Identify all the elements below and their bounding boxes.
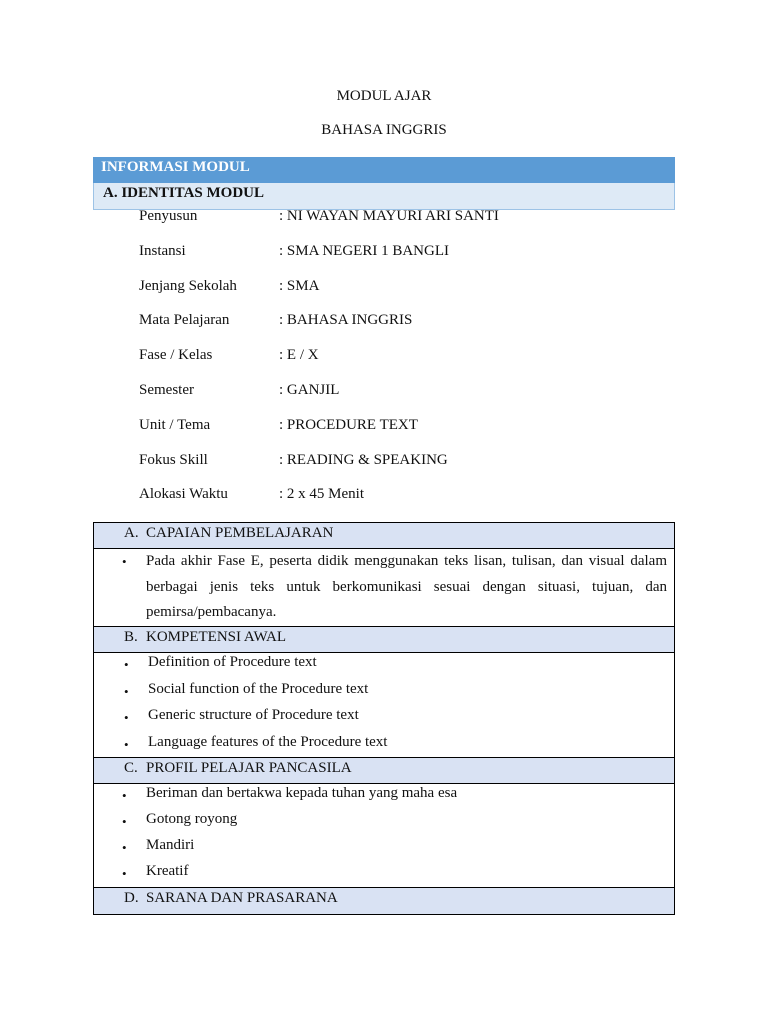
- section-letter: D.: [124, 890, 139, 906]
- section-header-sarana: [94, 888, 674, 914]
- list-item: [94, 706, 674, 732]
- identity-label: Penyusun: [139, 208, 198, 224]
- identity-label: Instansi: [139, 242, 186, 259]
- bullet-icon: •: [122, 814, 127, 829]
- section-letter: A.: [124, 525, 139, 541]
- identity-value: : BAHASA INGGRIS: [279, 312, 413, 329]
- identity-label: Mata Pelajaran: [139, 312, 230, 329]
- identity-row: [139, 278, 639, 313]
- list-item: [94, 810, 674, 836]
- list-item-text: Generic structure of Procedure text: [148, 707, 359, 723]
- paragraph-line: Pada akhir Fase E, peserta didik menggunakan teks lisan, tulisan, dan visual dalam: [146, 553, 667, 569]
- identity-row: [139, 486, 639, 521]
- section-body-capaian: [94, 549, 674, 627]
- identity-value: : NI WAYAN MAYURI ARI SANTI: [279, 208, 499, 224]
- list-item: [94, 862, 674, 888]
- document-subtitle: BAHASA INGGRIS: [321, 122, 447, 138]
- identity-row: [139, 417, 639, 452]
- identity-value: : SMA NEGERI 1 BANGLI: [279, 242, 450, 259]
- identity-row: [139, 312, 639, 347]
- section-title: CAPAIAN PEMBELAJARAN: [146, 525, 334, 541]
- identity-label: Fase / Kelas: [139, 347, 213, 364]
- identity-heading: A. IDENTITAS MODUL: [93, 183, 675, 210]
- bullet-icon: •: [122, 788, 127, 803]
- section-letter: C.: [124, 760, 138, 776]
- identity-row: [139, 347, 639, 382]
- identity-label: Alokasi Waktu: [139, 486, 228, 503]
- list-item: [94, 733, 674, 759]
- list-item-text: Mandiri: [146, 837, 195, 853]
- section-header-profil: [94, 758, 674, 784]
- identity-row: [139, 382, 639, 417]
- bullet-icon: •: [124, 737, 129, 752]
- identity-value: : GANJIL: [279, 381, 340, 398]
- paragraph-line: berbagai jenis teks untuk berkomunikasi sesuai dengan situasi, tujuan, dan: [146, 578, 667, 595]
- sections-table: [93, 522, 675, 915]
- list-item-text: Definition of Procedure text: [148, 654, 317, 670]
- list-item: [94, 680, 674, 706]
- section-letter: B.: [124, 629, 138, 645]
- section-title: KOMPETENSI AWAL: [146, 629, 287, 645]
- info-heading: INFORMASI MODUL: [93, 157, 675, 183]
- section-header-capaian: [94, 523, 674, 549]
- identity-row: [139, 452, 639, 487]
- identity-row: [139, 243, 639, 278]
- list-item: [94, 784, 674, 810]
- bullet-icon: •: [122, 866, 127, 881]
- bullet-icon: •: [122, 554, 127, 569]
- section-title: SARANA DAN PRASARANA: [146, 890, 338, 906]
- identity-label: Fokus Skill: [139, 451, 208, 468]
- list-item-text: Kreatif: [146, 863, 189, 879]
- identity-value: : SMA: [279, 277, 320, 294]
- bullet-icon: •: [124, 684, 129, 699]
- identity-value: : PROCEDURE TEXT: [279, 416, 418, 433]
- list-item-text: Language features of the Procedure text: [148, 734, 388, 750]
- section-body-profil: [94, 784, 674, 888]
- list-item-text: Social function of the Procedure text: [148, 681, 369, 697]
- bullet-icon: •: [124, 657, 129, 672]
- identity-value: : READING & SPEAKING: [279, 451, 448, 468]
- identity-list: [139, 208, 639, 521]
- identity-value: : E / X: [279, 347, 319, 364]
- section-header-kompetensi: [94, 627, 674, 653]
- paragraph-line: pemirsa/pembacanya.: [146, 604, 277, 620]
- identity-label: Unit / Tema: [139, 416, 211, 433]
- list-item: [94, 653, 674, 679]
- identity-row: [139, 208, 639, 243]
- bullet-icon: •: [124, 710, 129, 725]
- paragraph: [146, 549, 667, 626]
- info-table: [93, 157, 675, 210]
- list-item-text: Beriman dan bertakwa kepada tuhan yang maha esa: [146, 785, 458, 801]
- identity-label: Semester: [139, 381, 194, 398]
- list-item-text: Gotong royong: [146, 811, 238, 827]
- identity-value: : 2 x 45 Menit: [279, 486, 364, 503]
- document-title: MODUL AJAR: [336, 88, 432, 104]
- section-body-kompetensi: [94, 653, 674, 758]
- list-item: [94, 836, 674, 862]
- section-title: PROFIL PELAJAR PANCASILA: [146, 760, 352, 776]
- bullet-icon: •: [122, 840, 127, 855]
- identity-label: Jenjang Sekolah: [139, 277, 237, 294]
